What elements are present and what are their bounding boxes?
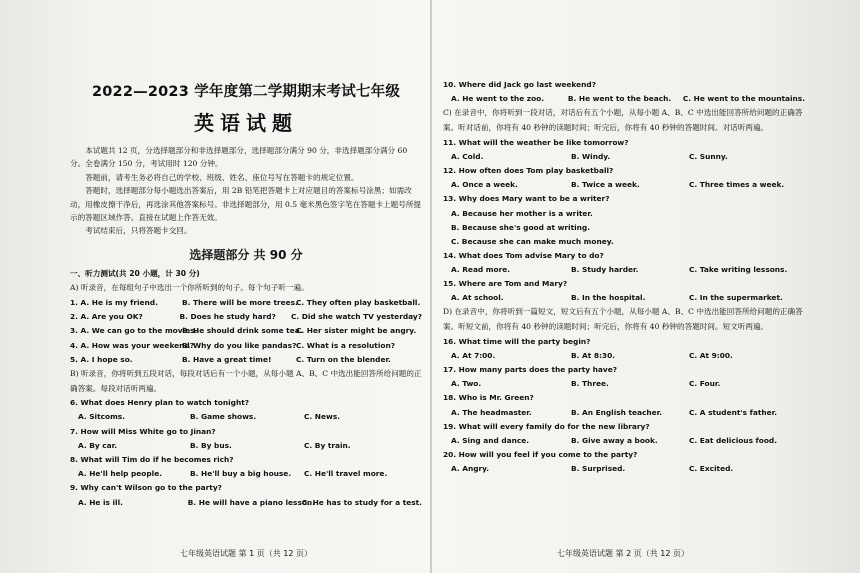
options-row: A. He'll help people. B. He'll buy a big house. C. He'll travel more.: [78, 469, 388, 479]
question-stem: 13. Why does Mary want to be a writer?: [443, 194, 610, 204]
option: B. Because she's good at writing.: [451, 222, 591, 232]
options-row: A. Sitcoms. B. Game shows. C. News.: [78, 412, 341, 422]
question-stem: 16. What time will the party begin?: [443, 336, 591, 346]
options-row: A. Cold. B. Windy. C. Sunny.: [451, 151, 728, 161]
options-row: A. Once a week. B. Twice a week. C. Three times a week.: [451, 180, 785, 190]
part-b-instructions: B) 听录音，你将听到五段对话，每段对话后有一个小题，从每小题 A、B、C 中选出能回答所给问题的正确答案。每段对话听两遍。: [70, 369, 422, 393]
question-row: 3. A. We can go to the movies. B. He should drink some tea. C. Her sister might be angry.: [70, 326, 417, 336]
page-1: [70, 70, 422, 540]
question-stem: 19. What will every family do for the new library?: [443, 421, 650, 431]
options-row: A. Read more. B. Study harder. C. Take writing lessons.: [451, 264, 788, 274]
question-stem: 10. Where did Jack go last weekend?: [443, 80, 597, 89]
options-row: A. Angry. B. Surprised. C. Excited.: [451, 464, 734, 474]
part-c-instructions: C) 在录音中，你将听到一段对话，对话后有五个小题，从每小题 A、B、C 中选出能回答所给问题的正确答案。听对话前，你将有 40 秒钟的读题时间；听完后，你将有 40 秒钟的答题时间。对话听两遍。: [443, 108, 803, 132]
question-row: 4. A. How was your weekend? B. Why do you like pandas? C. What is a resolution?: [70, 340, 395, 350]
section-title: 选择题部分 共 90 分: [189, 247, 303, 262]
page-2: [443, 78, 805, 548]
options-row: A. At school. B. In the hospital. C. In the supermarket.: [451, 293, 783, 303]
page-1-footer: 七年级英语试题 第 1 页（共 12 页）: [180, 549, 312, 558]
question-stem: 14. What does Tom advise Mary to do?: [443, 250, 604, 260]
option: A. Because her mother is a writer.: [451, 208, 593, 218]
intro-para-1: 本试题共 12 页，分选择题部分和非选择题部分，选择题部分满分 90 分，非选择题部分满分 60 分。全卷满分 150 分，考试用时 120 分钟。: [70, 146, 408, 169]
question-stem: 18. Who is Mr. Green?: [443, 393, 534, 403]
question-row: 1. A. He is my friend. B. There will be more trees. C. They often play basketball.: [70, 298, 421, 308]
options-row: A. Two. B. Three. C. Four.: [451, 379, 721, 389]
page-2-footer: 七年级英语试题 第 2 页（共 12 页）: [557, 549, 689, 558]
options-row: A. By car. B. By bus. C. By train.: [78, 440, 351, 450]
part-b-questions: [70, 396, 422, 510]
part-a-rows: [70, 296, 422, 367]
question-row: 5. A. I hope so. B. Have a great time! C. Turn on the blender.: [70, 354, 391, 364]
options-row: A. He went to the zoo. B. He went to the beach. C. He went to the mountains.: [451, 94, 805, 104]
options-row: A. At 7:00. B. At 8:30. C. At 9:00.: [451, 350, 733, 360]
question-stem: 15. Where are Tom and Mary?: [443, 279, 568, 289]
question-stem: 12. How often does Tom play basketball?: [443, 166, 614, 175]
part-one-heading: 一、听力测试(共 20 小题，计 30 分): [70, 268, 200, 278]
question-stem: 17. How many parts does the party have?: [443, 365, 618, 375]
question-stem: 9. Why can't Wilson go to the party?: [70, 483, 222, 493]
intro-para-4: 考试结束后，只将答题卡交回。: [85, 226, 192, 236]
question-stem: 6. What does Henry plan to watch tonight?: [70, 398, 250, 408]
option: C. Because she can make much money.: [451, 236, 614, 246]
page-gutter: [430, 0, 432, 573]
question-stem: 8. What will Tim do if he becomes rich?: [70, 455, 234, 465]
options-row: A. He is ill. B. He will have a piano lesson. C. He has to study for a test.: [78, 497, 422, 507]
part-a-instructions: A) 听录音，在每组句子中选出一个你所听到的句子。每个句子听一遍。: [70, 283, 309, 293]
question-stem: 20. How will you feel if you come to the party?: [443, 450, 638, 460]
intro-para-3: 答题时，选择题部分每小题选出答案后，用 2B 铅笔把答题卡上对应题目的答案标号涂黑；如需改动，用橡皮擦干净后，再选涂其他答案标号。非选择题部分，用 0.5 毫米黑色签字笔在答题卡上题号所提示的答题区域作答。直接在试题上作答无效。: [70, 186, 422, 223]
exam-subtitle: 英语试题: [194, 111, 298, 135]
exam-title: 2022—2023 学年度第二学期期末考试七年级: [91, 84, 401, 100]
options-row: A. The headmaster. B. An English teacher. C. A student's father.: [451, 407, 778, 417]
question-stem: 7. How will Miss White go to Jinan?: [70, 426, 216, 436]
question-stem: 11. What will the weather be like tomorrow?: [443, 137, 629, 147]
part-d-instructions: D) 在录音中，你将听到一篇短文，短文后有五个小题，从每小题 A、B、C 中选出能回答所给问题的正确答案。听短文前，你将有 40 秒钟的读题时间；听完后，你将有 40 秒钟的答题时间。短文听两遍。: [443, 307, 803, 332]
options-row: A. Sing and dance. B. Give away a book. C. Eat delicious food.: [451, 436, 778, 446]
intro-para-2: 答题前，请考生务必将自己的学校、班级、姓名、座位号写在答题卡的规定位置。: [85, 172, 359, 182]
question-row: 2. A. Are you OK? B. Does he study hard? C. Did she watch TV yesterday?: [70, 312, 422, 322]
